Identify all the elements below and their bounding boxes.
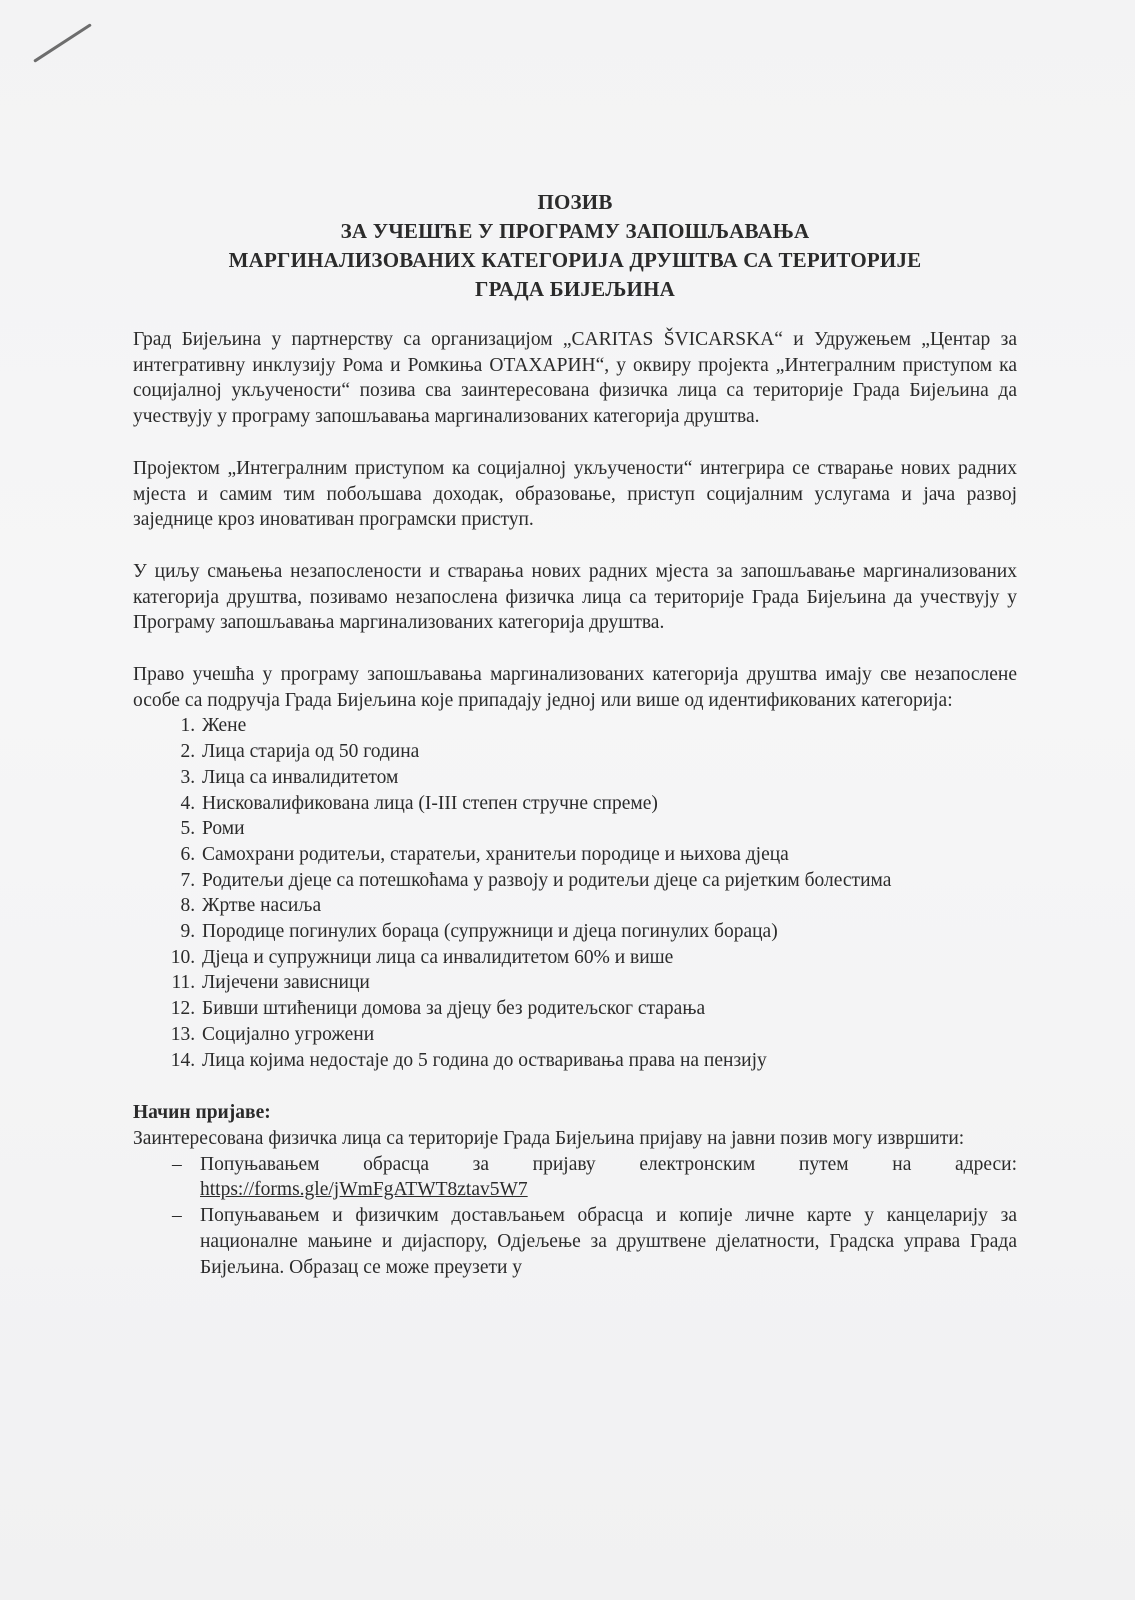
category-item: 12. Бивши штићеници домова за дјецу без родитељског старања: [200, 996, 1017, 1022]
document-title: [133, 188, 1017, 304]
category-item: 14. Лица којима недостаје до 5 година до остваривања права на пензију: [200, 1048, 1017, 1074]
paragraph-goal: У циљу смањења незапослености и стварања нових радних мјеста за запошљавање маргинализованих категорија друштва, позивамо незапослена физичка лица са територије Града Бијељина да учествују у Програму запошљавања маргинализованих категорија друштва.: [133, 560, 1017, 634]
category-item: 1. Жене: [200, 713, 1017, 739]
category-item: 2. Лица старија од 50 година: [200, 739, 1017, 765]
staple-mark: [33, 23, 92, 63]
category-item: 8. Жртве насиља: [200, 893, 1017, 919]
method-physical-text: Попуњавањем и физичким достављањем обрасца и копије личне карте у канцеларију за националне мањине и дијаспору, Одјељење за друштвене дјелатности, Градска управа Града Бијељина. Образац се може преузети у: [200, 1205, 1017, 1278]
method-online-text: Попуњавањем обрасца за пријаву електронским путем на адреси:: [200, 1153, 1017, 1175]
category-item: 6. Самохрани родитељи, старатељи, хранитељи породице и њихова дјеца: [200, 842, 1017, 868]
application-form-link[interactable]: https://forms.gle/jWmFgATWT8ztav5W7: [200, 1179, 528, 1201]
category-item: 7. Родитељи дјеце са потешкоћама у развоју и родитељи дјеце са ријетким болестима: [200, 868, 1017, 894]
categories-list: [133, 713, 1017, 1073]
category-item: 9. Породице погинулих бораца (супружници и дјеца погинулих бораца): [200, 919, 1017, 945]
category-item: 4. Нисковалификована лица (I-III степен стручне спреме): [200, 791, 1017, 817]
category-item: 10. Дјеца и супружници лица са инвалидитетом 60% и више: [200, 945, 1017, 971]
category-item: 5. Роми: [200, 816, 1017, 842]
paragraph-intro: Град Бијељина у партнерству са организацијом „CARITAS ŠVICARSKA“ и Удружењем „Центар за интегративну инклузију Рома и Ромкиња ОТАХАРИН“, у оквиру пројекта „Интегралним приступом ка социјалној укључености“ позива сва заинтересована физичка лица са територије Града Бијељина да учествују у програму запошљавања маргинализованих категорија друштва.: [133, 329, 1017, 428]
paragraph-eligibility: Право учешћа у програму запошљавања маргинализованих категорија друштва имају све незапослене особе са подручја Града Бијељина које припадају једној или више од идентификованих категорија:: [133, 664, 1017, 711]
application-method-online: [172, 1152, 1017, 1203]
dash-bullet: –: [172, 1205, 182, 1227]
application-method-physical: [172, 1203, 1017, 1280]
title-line-4: ГРАДА БИЈЕЉИНА: [475, 277, 675, 301]
category-item: 11. Лијечени зависници: [200, 970, 1017, 996]
document-body: [133, 188, 1017, 1280]
application-intro: Заинтересована физичка лица са територије Града Бијељина пријаву на јавни позив могу извршити:: [133, 1127, 965, 1149]
title-line-3: МАРГИНАЛИЗОВАНИХ КАТЕГОРИЈА ДРУШТВА СА ТЕРИТОРИЈЕ: [228, 248, 922, 272]
title-line-1: ПОЗИВ: [537, 190, 613, 214]
paragraph-project: Пројектом „Интегралним приступом ка социјалној укључености“ интегрира се стварање нових радних мјеста и самим тим побољшава доходак, образовање, приступ социјалним услугама и јача развој заједнице кроз иновативан програмски приступ.: [133, 457, 1017, 531]
title-line-2: ЗА УЧЕШЋЕ У ПРОГРАМУ ЗАПОШЉАВАЊА: [340, 219, 810, 243]
application-methods-list: [133, 1152, 1017, 1281]
category-item: 13. Социјално угрожени: [200, 1022, 1017, 1048]
dash-bullet: –: [172, 1153, 182, 1175]
category-item: 3. Лица са инвалидитетом: [200, 765, 1017, 791]
application-heading: Начин пријаве:: [133, 1102, 271, 1124]
